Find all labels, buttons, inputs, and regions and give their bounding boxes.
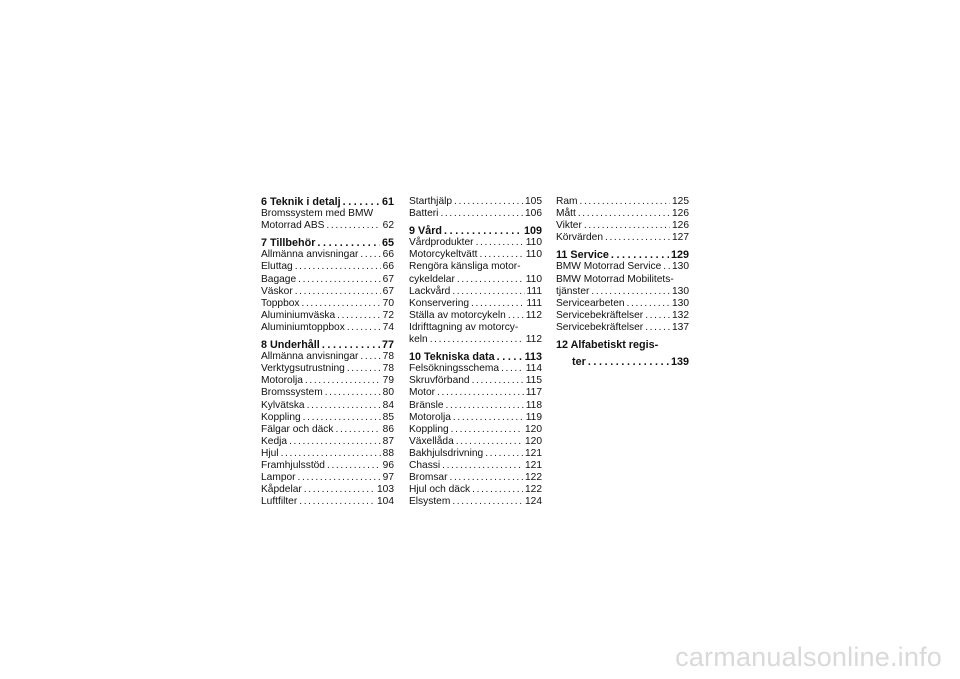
- toc-entry-title: Lackvård: [409, 285, 451, 297]
- toc-entry-title: Bromssystem: [261, 387, 323, 399]
- toc-entry-title: Skruvförband: [409, 375, 470, 387]
- dot-leader: [611, 249, 669, 261]
- toc-entry: [556, 286, 689, 298]
- toc-entry-title: Toppbox: [261, 297, 300, 309]
- dot-leader: [450, 472, 524, 484]
- toc-page-number: 86: [382, 423, 394, 435]
- toc-page-number: 113: [524, 351, 542, 364]
- toc-entry: [261, 436, 394, 448]
- toc-entry-title: Hjul: [261, 447, 279, 459]
- dot-leader: [298, 274, 381, 286]
- dot-leader: [440, 208, 523, 220]
- toc-page-number: 110: [525, 249, 542, 261]
- dot-leader: [454, 196, 523, 208]
- toc-entry-title: Växellåda: [409, 435, 454, 447]
- dot-leader: [289, 436, 381, 448]
- dot-leader: [322, 339, 380, 351]
- dot-leader: [580, 196, 670, 208]
- toc-entry-title: Servicebekräftelser: [556, 321, 644, 333]
- dot-leader: [360, 351, 380, 363]
- toc-entry-title: Hjul och däck: [409, 484, 471, 496]
- toc-entry-title: Motor: [409, 387, 436, 399]
- dot-leader: [295, 261, 381, 273]
- dot-leader: [347, 363, 381, 375]
- toc-entry-title: Ram: [556, 196, 578, 207]
- toc-page-number: 67: [382, 273, 394, 285]
- toc-entry: [261, 472, 394, 484]
- toc-chapter-heading: [261, 237, 394, 249]
- toc-page-number: 72: [382, 309, 394, 321]
- dot-leader: [343, 196, 380, 208]
- toc-entry: [261, 387, 394, 399]
- toc-entry: [409, 375, 542, 387]
- toc-entry-title: Batteri: [409, 208, 439, 220]
- toc-entry-title: Mått: [556, 208, 576, 220]
- toc-entry: [261, 298, 394, 310]
- toc-entry-title: ter: [572, 356, 586, 369]
- dot-leader: [472, 484, 523, 496]
- toc-page-number: 120: [525, 423, 542, 435]
- dot-leader: [302, 298, 381, 310]
- dot-leader: [430, 334, 524, 346]
- dot-leader: [588, 356, 669, 368]
- dot-leader: [663, 261, 670, 273]
- dot-leader: [298, 472, 381, 484]
- toc-entry: [409, 400, 542, 412]
- toc-page-number: 129: [670, 249, 689, 262]
- dot-leader: [501, 363, 524, 375]
- toc-entry-title: Koppling: [261, 411, 301, 423]
- toc-entry-title: Framhjulsstöd: [261, 459, 325, 471]
- toc-page-number: 139: [670, 356, 689, 369]
- toc-page-number: 122: [525, 472, 542, 484]
- dot-leader: [347, 322, 381, 334]
- toc-chapter-heading: [556, 356, 689, 368]
- dot-leader: [456, 436, 523, 448]
- toc-entry: [261, 286, 394, 298]
- toc-entry-title: Luftfilter: [261, 496, 298, 508]
- toc-page-number: 78: [382, 363, 394, 375]
- toc-entry: [409, 448, 542, 460]
- dot-leader: [605, 232, 670, 244]
- toc-entry: [261, 310, 394, 322]
- toc-entry-title: 11 Service: [556, 249, 609, 262]
- toc-entry: [409, 424, 542, 436]
- toc-entry: [409, 208, 542, 220]
- toc-page-number: 115: [525, 375, 542, 387]
- dot-leader: [335, 424, 380, 436]
- dot-leader: [437, 387, 524, 399]
- dot-leader: [295, 286, 381, 298]
- dot-leader: [480, 249, 524, 261]
- toc-entry-line: BMW Motorrad Mobilitets-: [556, 273, 674, 285]
- toc-page-number: 67: [382, 285, 394, 297]
- toc-entry-title: Motorrad ABS: [261, 220, 325, 232]
- toc-entry-title: tjänster: [556, 285, 590, 297]
- toc-entry-title: cykeldelar: [409, 273, 455, 285]
- dot-leader: [446, 400, 524, 412]
- toc-page-number: 105: [525, 196, 542, 207]
- toc-page-number: 88: [382, 447, 394, 459]
- dot-leader: [471, 298, 524, 310]
- toc-entry: [409, 334, 542, 346]
- toc-entry-title: Servicearbeten: [556, 297, 625, 309]
- toc-page-number: 70: [382, 297, 394, 309]
- toc-entry: [261, 274, 394, 286]
- dot-leader: [645, 322, 670, 334]
- toc-page-number: 110: [525, 273, 542, 285]
- toc-entry: [409, 274, 542, 286]
- toc-entry: [556, 220, 689, 232]
- toc-entry-title: keln: [409, 334, 428, 346]
- toc-entry: [556, 261, 689, 273]
- toc-page-number: 65: [381, 237, 394, 250]
- toc-page-number: 122: [525, 484, 542, 496]
- toc-entry: [556, 208, 689, 220]
- toc-entry-line: Idrifttagning av motorcy-: [409, 321, 519, 333]
- dot-leader: [472, 375, 524, 387]
- toc-entry: [261, 424, 394, 436]
- toc-page-number: 130: [672, 261, 689, 273]
- dot-leader: [327, 460, 381, 472]
- toc-entry-title: 8 Underhåll: [261, 339, 320, 352]
- toc-entry: [261, 220, 394, 232]
- toc-entry: [409, 196, 542, 208]
- toc-entry: [261, 448, 394, 460]
- toc-entry: [409, 460, 542, 472]
- toc-entry-title: Bränsle: [409, 399, 444, 411]
- toc-entry: [556, 232, 689, 244]
- toc-entry-title: Vikter: [556, 220, 582, 232]
- toc-page-number: 62: [382, 220, 394, 232]
- toc-entry: [261, 351, 394, 363]
- toc-entry: [261, 261, 394, 273]
- toc-page-number: 84: [382, 399, 394, 411]
- toc-entry-title: 6 Teknik i detalj: [261, 196, 341, 208]
- toc-page-number: 111: [526, 297, 542, 309]
- dot-leader: [317, 237, 380, 249]
- toc-entry: [556, 322, 689, 334]
- toc-page-number: 119: [525, 411, 542, 423]
- toc-entry: [261, 400, 394, 412]
- dot-leader: [508, 310, 524, 322]
- toc-entry: [261, 460, 394, 472]
- toc-page-number: 104: [377, 496, 394, 508]
- toc-entry-title: Konservering: [409, 297, 470, 309]
- toc-entry-title: Allmänna anvisningar: [261, 249, 359, 261]
- toc-entry-title: Bakhjulsdrivning: [409, 447, 484, 459]
- dot-leader: [457, 274, 524, 286]
- toc-page-number: 112: [525, 309, 542, 321]
- toc-page-number: 137: [672, 321, 689, 333]
- dot-leader: [476, 237, 524, 249]
- toc-entry-title: Elsystem: [409, 496, 451, 508]
- dot-leader: [299, 496, 375, 508]
- toc-page-number: 97: [382, 472, 394, 484]
- dot-leader: [281, 448, 381, 460]
- dot-leader: [360, 249, 380, 261]
- toc-entry-title: Allmänna anvisningar: [261, 351, 359, 363]
- toc-page-number: 120: [525, 435, 542, 447]
- toc-entry: [556, 298, 689, 310]
- toc-entry-title: 7 Tillbehör: [261, 237, 316, 250]
- dot-leader: [444, 225, 522, 237]
- toc-page-number: 109: [523, 225, 542, 238]
- toc-column-2: [409, 196, 542, 508]
- toc-entry-title: Felsökningsschema: [409, 363, 500, 375]
- toc-entry: [261, 496, 394, 508]
- toc-entry-title: 9 Vård: [409, 225, 443, 238]
- toc-entry: [409, 412, 542, 424]
- toc-page-number: 114: [525, 363, 542, 375]
- toc-entry-title: Fälgar och däck: [261, 423, 334, 435]
- toc-page-number: 110: [525, 237, 542, 249]
- toc-page-number: 80: [382, 387, 394, 399]
- toc-column-1: [261, 196, 394, 508]
- dot-leader: [326, 220, 380, 232]
- toc-entry-title: Aluminiumväska: [261, 309, 336, 321]
- toc-page-number: 121: [525, 447, 542, 459]
- toc-entry-title: Lampor: [261, 472, 296, 484]
- toc-entry-title: Chassi: [409, 459, 441, 471]
- toc-page-number: 130: [672, 285, 689, 297]
- toc-page-number: 126: [672, 208, 689, 220]
- toc-chapter-heading: [409, 225, 542, 237]
- dot-leader: [485, 448, 523, 460]
- toc-entry: [409, 286, 542, 298]
- toc-page-number: 125: [672, 196, 689, 207]
- toc-entry: [409, 484, 542, 496]
- toc-page-number: 66: [382, 261, 394, 273]
- toc-entry-title: Körvärden: [556, 232, 604, 244]
- toc-entry: [409, 298, 542, 310]
- toc-entry-title: Väskor: [261, 285, 293, 297]
- toc-page-number: 79: [382, 375, 394, 387]
- toc-entry: [556, 310, 689, 322]
- toc-page-number: 66: [382, 249, 394, 261]
- toc-page-number: 61: [381, 196, 394, 208]
- toc-page-number: 103: [377, 484, 394, 496]
- toc-page-number: 118: [525, 399, 542, 411]
- toc-entry: [409, 310, 542, 322]
- dot-leader: [307, 400, 381, 412]
- toc-chapter-heading: [261, 196, 394, 208]
- toc-entry-title: Koppling: [409, 423, 449, 435]
- toc-page-number: 111: [526, 285, 542, 297]
- toc-entry: [261, 363, 394, 375]
- toc-entry: [409, 472, 542, 484]
- dot-leader: [452, 286, 524, 298]
- dot-leader: [337, 310, 380, 322]
- toc-page-number: 126: [672, 220, 689, 232]
- toc-page-number: 78: [382, 351, 394, 363]
- toc-entry: [409, 387, 542, 399]
- toc-entry-title: Kedja: [261, 435, 288, 447]
- toc-entry-title: Bromsar: [409, 472, 448, 484]
- toc-page-number: 96: [382, 459, 394, 471]
- toc-entry-title: Starthjälp: [409, 196, 453, 207]
- toc-entry-title: Motorolja: [261, 375, 303, 387]
- dot-leader: [591, 286, 670, 298]
- toc-page-number: 127: [672, 232, 689, 244]
- dot-leader: [453, 412, 524, 424]
- toc-entry: [409, 363, 542, 375]
- dot-leader: [627, 298, 670, 310]
- toc-chapter-heading: [261, 339, 394, 351]
- toc-entry-title: Motorolja: [409, 411, 451, 423]
- toc-page-number: 117: [525, 387, 542, 399]
- toc-entry: [261, 249, 394, 261]
- toc-page-number: 124: [525, 496, 542, 508]
- dot-leader: [451, 424, 523, 436]
- toc-page-number: 130: [672, 297, 689, 309]
- toc-chapter-heading: [556, 249, 689, 261]
- toc-entry-title: Kåpdelar: [261, 484, 302, 496]
- dot-leader: [303, 412, 381, 424]
- toc-entry-title: Kylvätska: [261, 399, 305, 411]
- toc-page-number: 77: [381, 339, 394, 352]
- toc-page-number: 112: [525, 334, 542, 346]
- toc-page-number: 121: [525, 459, 542, 471]
- toc-entry-title: Ställa av motorcykeln: [409, 309, 506, 321]
- toc-page-number: 106: [525, 208, 542, 220]
- toc-entry-title: Motorcykeltvätt: [409, 249, 478, 261]
- toc-entry-title: Vårdprodukter: [409, 237, 474, 249]
- toc-page-number: 87: [382, 435, 394, 447]
- toc-entry: [261, 484, 394, 496]
- watermark-text: carmanualsonline.info: [675, 642, 942, 672]
- toc-entry: [409, 436, 542, 448]
- toc-entry: [261, 412, 394, 424]
- dot-leader: [305, 375, 381, 387]
- toc-entry: [261, 375, 394, 387]
- toc-chapter-heading: [409, 351, 542, 363]
- dot-leader: [442, 460, 523, 472]
- toc-entry: [409, 237, 542, 249]
- toc-entry-line: Rengöra känsliga motor-: [409, 261, 521, 273]
- toc-chapter-heading: 12 Alfabetiskt regis-: [556, 339, 659, 352]
- dot-leader: [584, 220, 670, 232]
- toc-entry-line: Bromssystem med BMW: [261, 208, 374, 220]
- dot-leader: [304, 484, 375, 496]
- toc-entry-title: BMW Motorrad Service: [556, 261, 662, 273]
- toc-page-number: 132: [672, 309, 689, 321]
- toc-column-3: [556, 196, 689, 368]
- toc-entry: [409, 249, 542, 261]
- dot-leader: [325, 387, 381, 399]
- toc-page-number: 85: [382, 411, 394, 423]
- toc-entry-title: Servicebekräftelser: [556, 309, 644, 321]
- toc-entry: [261, 322, 394, 334]
- toc-entry-title: Verktygsutrustning: [261, 363, 345, 375]
- toc-entry: [556, 196, 689, 208]
- toc-entry-title: 10 Tekniska data: [409, 351, 495, 364]
- toc-page-number: 74: [382, 321, 394, 333]
- toc-entry: [409, 496, 542, 508]
- dot-leader: [497, 351, 523, 363]
- dot-leader: [645, 310, 670, 322]
- dot-leader: [452, 496, 523, 508]
- toc-entry-title: Eluttag: [261, 261, 293, 273]
- toc-entry-title: Aluminiumtoppbox: [261, 321, 345, 333]
- toc-entry-title: Bagage: [261, 273, 297, 285]
- dot-leader: [578, 208, 670, 220]
